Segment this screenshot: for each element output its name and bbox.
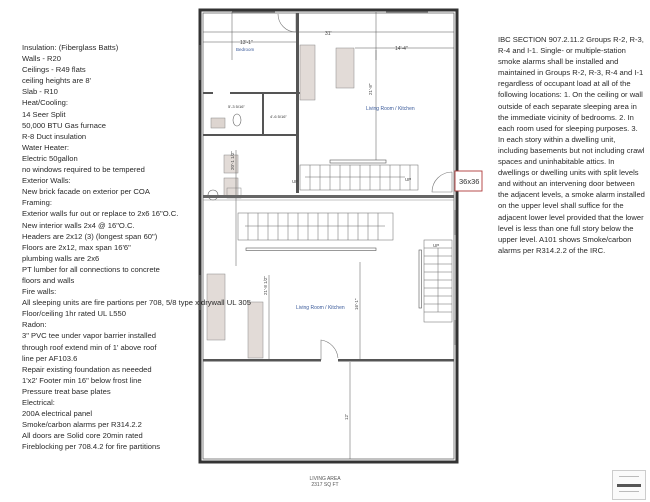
note-line: Floors are 2x12, max span 16'6"	[22, 242, 131, 252]
construction-notes	[22, 42, 322, 452]
svg-text:21'-8 1/2": 21'-8 1/2"	[263, 276, 268, 295]
note-line: All sleeping units are fire partions per 708, 5/8 type x drywall UL 305	[22, 298, 251, 308]
door-swing-icon	[278, 13, 296, 32]
note-line: Electric 50gallon	[22, 153, 78, 163]
note-line: Water Heater:	[22, 142, 69, 152]
note-line: Repair existing foundation as neeeded	[22, 364, 152, 374]
right-stair	[424, 240, 452, 322]
note-line: Exterior Walls:	[22, 176, 71, 186]
note-line: Electrical:	[22, 398, 55, 407]
sheet-footer	[280, 476, 370, 488]
note-line: Radon:	[22, 320, 47, 330]
svg-text:13'-1": 13'-1"	[240, 40, 253, 46]
note-line: Slab - R10	[22, 87, 58, 97]
footer-area: 2317 SQ FT	[311, 482, 339, 488]
svg-text:UP: UP	[405, 177, 412, 182]
note-line: Smoke/carbon alarms per R314.2.2	[22, 420, 142, 430]
svg-text:Bedroom: Bedroom	[236, 47, 255, 52]
note-line: Insulation: (Fiberglass Batts)	[22, 43, 119, 52]
note-line: Fireblocking per 708.4.2 for fire partitions	[22, 442, 161, 452]
note-line: no windows required to be tempered	[22, 165, 145, 175]
note-line: floors and walls	[22, 275, 75, 285]
svg-text:4'-6 5/16": 4'-6 5/16"	[270, 114, 287, 119]
note-line: Headers are 2x12 (3) (longest span 60")	[22, 231, 158, 241]
note-line: 3" PVC tee under vapor barrier installed	[22, 331, 156, 341]
svg-text:12': 12'	[344, 414, 349, 420]
svg-text:16'-1": 16'-1"	[354, 298, 359, 310]
svg-text:Living Room / Kitchen: Living Room / Kitchen	[366, 106, 415, 112]
note-line: Ceilings - R49 flats	[22, 65, 86, 75]
note-line: Pressure treat base plates	[22, 386, 111, 396]
note-line: All doors are Solid core 20min rated	[22, 431, 143, 441]
callout-label: 36x36	[459, 177, 480, 186]
note-line: Heat/Cooling:	[22, 98, 69, 108]
note-line: through roof extend min of 1' above roof	[22, 342, 157, 352]
svg-text:UP: UP	[292, 179, 299, 184]
note-line: 1'x2' Footer min 16" below frost line	[22, 375, 142, 385]
note-line: 14 Seer Split	[22, 109, 66, 119]
note-line: Floor/ceiling 1hr rated UL L550	[22, 309, 126, 319]
svg-text:31': 31'	[325, 31, 332, 37]
footer-title: LIVING AREA	[309, 476, 341, 482]
note-line: New brick facade on exterior per COA	[22, 187, 150, 197]
note-line: ceiling heights are 8'	[22, 76, 91, 86]
svg-text:20'-1 1/2": 20'-1 1/2"	[230, 151, 235, 170]
note-line: plumbing walls are 2x6	[22, 253, 100, 263]
note-line: Fire walls:	[22, 287, 57, 297]
title-block-stamp	[612, 470, 646, 500]
note-line: 200A electrical panel	[22, 409, 93, 419]
svg-text:Living Room / Kitchen: Living Room / Kitchen	[296, 305, 345, 311]
svg-text:21'-8": 21'-8"	[368, 83, 373, 95]
note-line: New interior walls 2x4 @ 16"O.C.	[22, 220, 135, 230]
note-line: line per AF103.6	[22, 353, 78, 363]
svg-text:5'-3 5/16": 5'-3 5/16"	[228, 104, 245, 109]
note-line: PT lumber for all connections to concrete	[22, 264, 160, 274]
note-line: 50,000 BTU Gas furnace	[22, 120, 106, 130]
svg-text:14'-4": 14'-4"	[395, 46, 408, 52]
note-line: Exterior walls fur out or replace to 2x6 16"O.C.	[22, 209, 179, 219]
ibc-smoke-alarm-note: IBC SECTION 907.2.11.2 Groups R-2, R-3, R-4 and I-1. Single- or multiple-station smoke alarms shall be installed and maintained in Groups R-2, R-3, R-4 and I-1 regardless of occupant load at all of the following locations: 1. On the ceiling or wall outside of each separate sleeping area in the immediate vicinity of bedrooms. 2. In each room used for sleeping purposes. 3. In each story within a dwelling unit, including basements but not including crawl spaces and uninhabitable attics. In dwellings or dwelling units with split levels and without an intervening door between the adjacent levels, a smoke alarm installed on the upper level shall suffice for the adjacent lower level provided that the lower level is less than one full story below the upper level. A101 shows Smoke/carbon alarms per R314.2.2 of the IRC.	[498, 35, 645, 255]
note-line: Walls - R20	[22, 54, 61, 64]
note-line: Framing:	[22, 198, 52, 208]
svg-text:UP: UP	[433, 243, 440, 248]
note-line: R-8 Duct insulation	[22, 131, 87, 141]
